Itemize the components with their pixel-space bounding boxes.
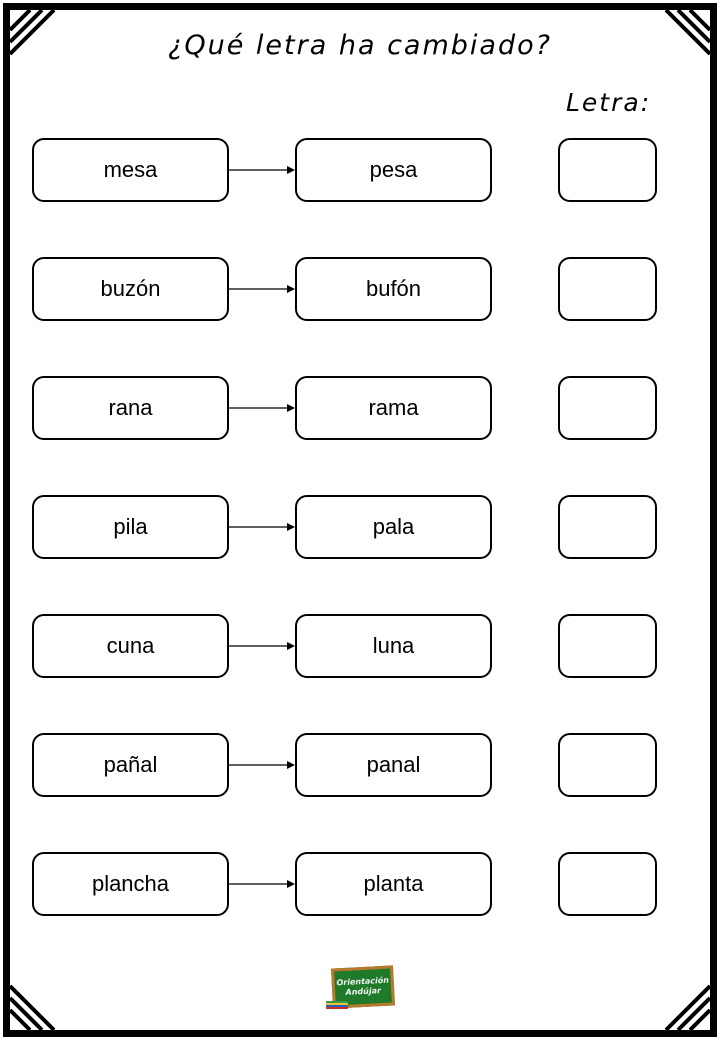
changed-word-box: luna bbox=[295, 614, 492, 678]
original-word-box: cuna bbox=[32, 614, 229, 678]
answer-letter-box[interactable] bbox=[558, 495, 657, 559]
arrow-right-icon bbox=[229, 641, 295, 651]
arrow-right-icon bbox=[229, 522, 295, 532]
corner-stripes-bottom-right bbox=[650, 970, 710, 1030]
original-word-box: buzón bbox=[32, 257, 229, 321]
arrow-right-icon bbox=[229, 284, 295, 294]
chalkboard-logo bbox=[332, 967, 394, 1011]
logo-text-line1: Orientación bbox=[336, 975, 390, 988]
original-word-box: mesa bbox=[32, 138, 229, 202]
changed-word-box: planta bbox=[295, 852, 492, 916]
changed-word-box: bufón bbox=[295, 257, 492, 321]
answer-letter-box[interactable] bbox=[558, 138, 657, 202]
arrow-right-icon bbox=[229, 879, 295, 889]
answer-letter-box[interactable] bbox=[558, 733, 657, 797]
logo-text-line2: Andújar bbox=[345, 986, 382, 997]
original-word-box: rana bbox=[32, 376, 229, 440]
original-word-box: plancha bbox=[32, 852, 229, 916]
answer-column-header: Letra: bbox=[566, 88, 652, 117]
arrow-right-icon bbox=[229, 760, 295, 770]
changed-word-box: rama bbox=[295, 376, 492, 440]
arrow-right-icon bbox=[229, 165, 295, 175]
original-word-box: pañal bbox=[32, 733, 229, 797]
arrow-right-icon bbox=[229, 403, 295, 413]
answer-letter-box[interactable] bbox=[558, 376, 657, 440]
books-icon bbox=[326, 1001, 348, 1009]
changed-word-box: panal bbox=[295, 733, 492, 797]
page-title: ¿Qué letra ha cambiado? bbox=[168, 30, 552, 61]
changed-word-box: pala bbox=[295, 495, 492, 559]
answer-letter-box[interactable] bbox=[558, 852, 657, 916]
corner-stripes-bottom-left bbox=[10, 970, 70, 1030]
changed-word-box: pesa bbox=[295, 138, 492, 202]
answer-letter-box[interactable] bbox=[558, 614, 657, 678]
answer-letter-box[interactable] bbox=[558, 257, 657, 321]
original-word-box: pila bbox=[32, 495, 229, 559]
